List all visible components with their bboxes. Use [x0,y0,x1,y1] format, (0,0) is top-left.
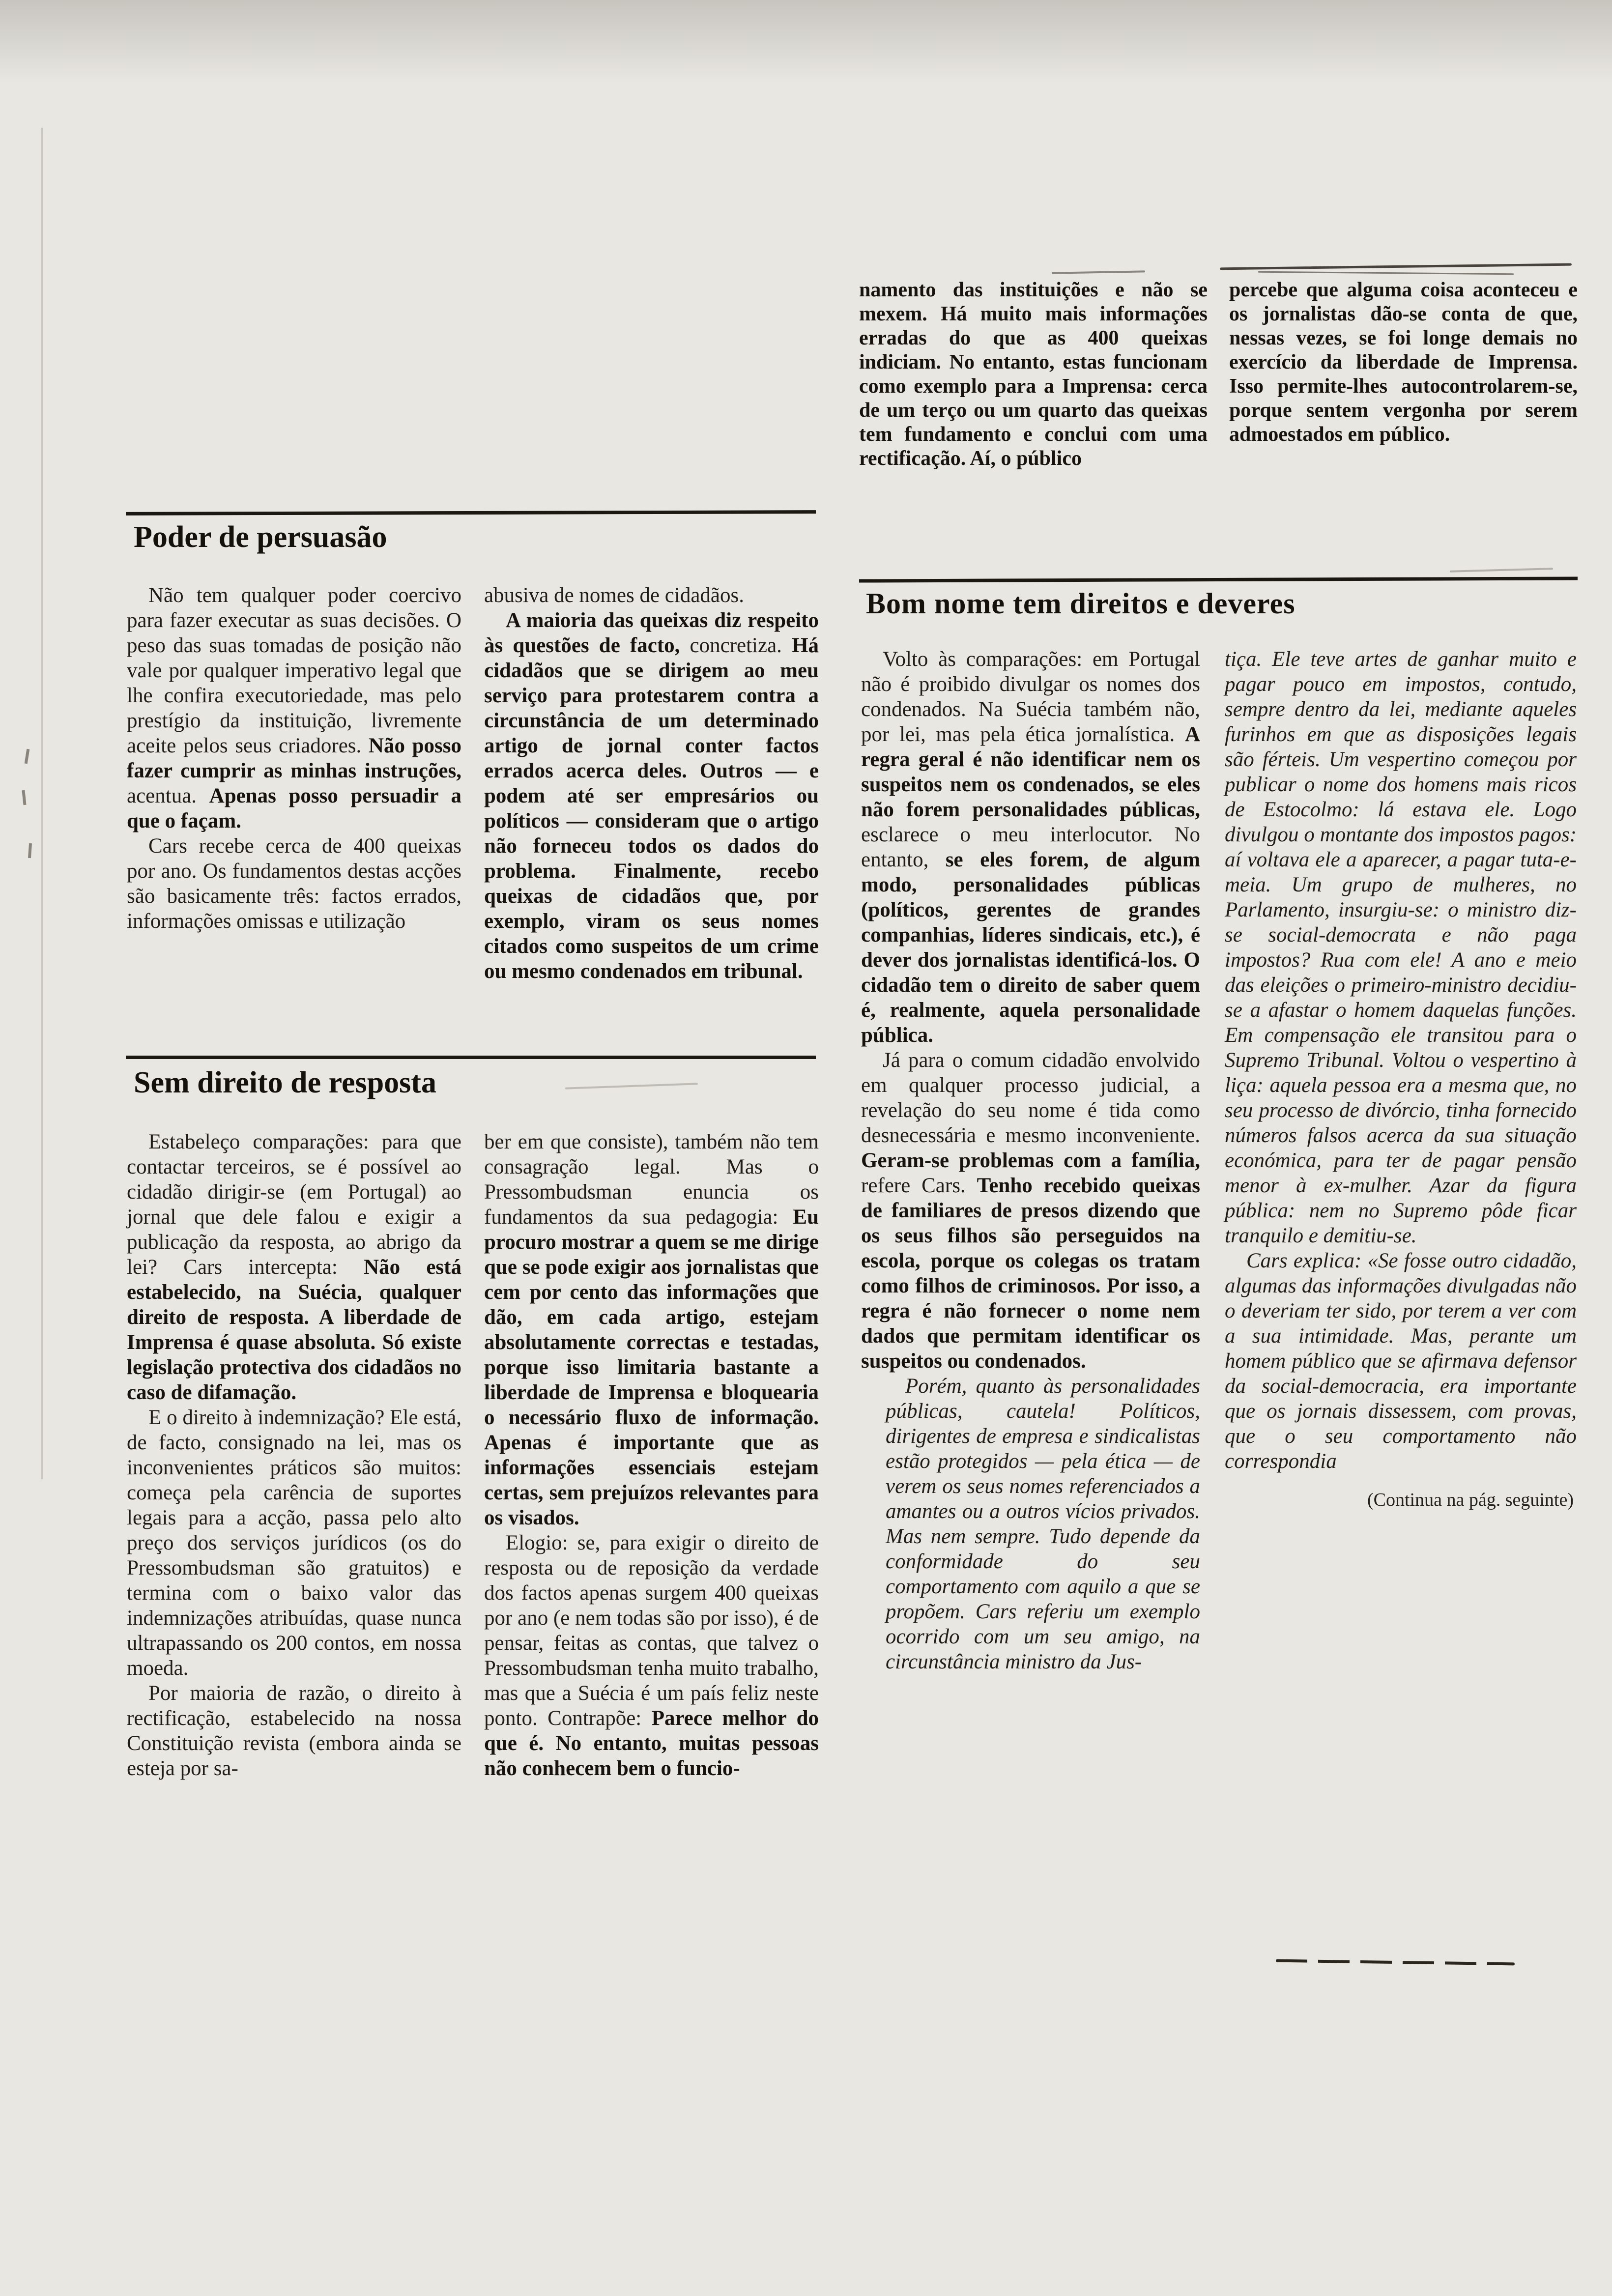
scan-artifact [1052,270,1145,274]
paragraph [1229,278,1578,447]
scan-artifact [1450,568,1553,572]
article-bom-nome [861,647,1577,1674]
text-column [859,278,1208,471]
text-run: Cars recebe cerca de 400 queixas por ano. Os fundamentos destas acções são basicamente três: factos errados, informações omissas e utilização [127,834,461,933]
text-column [484,583,819,984]
paragraph [861,1048,1200,1374]
text-run: Apenas posso persuadir a que o façam. [127,784,461,832]
text-run: namento das instituições e não se mexem. Há muito mais informações erradas do que as 400 queixas indiciam. No entanto, estas funcionam como exemplo para a Imprensa: cerca de um terço ou um quarto das queixas tem fundamento e conclui com uma rectificação. Aí, o público [859,279,1208,470]
text-run: concretiza. [690,634,792,657]
paragraph [1225,1248,1577,1474]
text-run: tiça. Ele teve artes de ganhar muito e pagar pouco em impostos, contudo, sempre dentro da lei, mediante aqueles furinhos em que as disposições legais são férteis. Um vespertino começou por publicar o nome dos homens mais ricos de Estocolmo: lá estava ele. Logo divulgou o montante dos impostos pagos: aí voltava ele a aparecer, a pagar tuta-e-meia. Um grupo de mulheres, no Parlamento, insurgiu-se: o ministro diz-se social-democrata e não paga impostos? Rua com ele! A ano e meio das eleições o primeiro-ministro decidiu-se a afastar o homem daquelas funções. Em compensação ele transitou para o Supremo Tribunal. Voltou o vespertino à liça: aquela pessoa era a mesma que, no seu processo de divórcio, tinha fornecido números falsos acerca da sua situação económica, para ter de pagar pensão menor à ex-mulher. Azar da figura pública: nem no Supremo pôde ficar tranquilo e demitiu-se. [1225,648,1577,1247]
text-run: Elogio: se, para exigir o direito de resposta ou de reposição da verdade dos factos apenas surgem 400 queixas por ano (e nem todas são por isso), é de pensar, feitas as contas, que talvez o Pressombudsman tenha muito trabalho, mas que a Suécia é um país feliz neste ponto. Contrapõe: [484,1531,819,1730]
text-run: Não posso fazer cumprir as minhas instruções, [127,734,461,782]
text-column [127,583,461,984]
text-column [1225,647,1577,1674]
text-run: A maioria das queixas diz respeito às questões de facto, [484,609,819,657]
scan-artifact [1276,1959,1515,1966]
section-rule [859,576,1578,582]
text-run: Tenho recebido queixas de familiares de presos dizendo que os seus filhos são perseguidos na escola, porque os colegas os tratam como filhos de criminosos. Por isso, a regra é não fornecer o nome nem dados que permitam identificar os suspeitos ou condenados. [861,1174,1200,1373]
text-run: Cars explica: «Se fosse outro cidadão, algumas das informações divulgadas não o deveriam ter sido, por terem a ver com a sua intimidade. Mas, perante um homem público que se afirmava defensor da social-democracia, era importante que os jornais dissessem, com provas, que o seu comportamento não correspondia [1225,1249,1577,1473]
text-run: Não tem qualquer poder coercivo para fazer executar as suas decisões. O peso das suas tomadas de posição não vale por qualquer imperativo legal que lhe confira executoriedade, mas pelo prestígio da instituição, livremente aceite pelos seus criadores. [127,584,461,757]
scan-artifact [22,790,26,805]
paragraph [484,608,819,984]
text-run: Não está estabelecido, na Suécia, qualquer direito de resposta. A liberdade de Imprensa é quase absoluta. Só existe legislação protectiva dos cidadãos no caso de difamação. [127,1256,461,1404]
scan-artifact [565,1083,698,1089]
article-continuation-top [859,278,1578,471]
text-column [484,1129,819,1781]
paragraph [127,833,461,934]
text-run: Estabeleço comparações: para que contactar terceiros, se é possível ao cidadão dirigir-se (em Portugal) ao jornal que dele falou e exigir a publicação da resposta, ao abrigo da lei? Cars intercepta: [127,1130,461,1279]
quoted-text-block [1225,647,1577,1474]
scan-artifact [28,843,32,858]
text-run: Há cidadãos que se dirigem ao meu serviço para protestarem contra a circunstância de um determinado artigo de jornal conter factos errados acerca deles. Outros — e podem até ser empresários ou políticos — consideram que o artigo não forneceu todos os dados do problema. Finalmente, recebo queixas de cidadãos que, por exemplo, viram os seus nomes citados como suspeitos de um crime ou mesmo condenados em tribunal. [484,634,819,983]
paragraph [127,1405,461,1681]
text-run: percebe que alguma coisa aconteceu e os jornalistas dão-se conta de que, nessas vezes, se foi longe demais no exercício da liberdade de Imprensa. Isso permite-lhes autocontrolarem-se, porque sentem vergonha por serem admoestados em público. [1229,279,1578,446]
headline-bom-nome-tem-direitos-e-deveres: Bom nome tem direitos e deveres [866,587,1295,620]
text-run: Eu procuro mostrar a quem se me dirige que se pode exigir aos jornalistas que cem por cento das informações que dão, em cada artigo, estejam absolutamente correctas e testadas, porque isso limitaria bastante a liberdade de Imprensa e bloquearia o necessário fluxo de informação. Apenas é importante que as informações essenciais estejam certas, sem prejuízos relevantes para os visados. [484,1205,819,1529]
text-run: acentua. [127,784,209,807]
scan-artifact [1258,271,1514,275]
section-rule [126,1056,816,1059]
paragraph [484,583,819,608]
scan-artifact [1220,263,1572,270]
text-run: A regra geral é não identificar nem os suspeitos nem os condenados, se eles não forem personalidades públicas, [861,723,1200,821]
text-run: Geram-se problemas com a família, [861,1149,1200,1172]
text-run: Porém, quanto às personalidades públicas, cautela! Políticos, dirigentes de empresa e sindicalistas estão protegidos — pela ética — de verem os seus nomes referenciados a amantes ou a outros vícios privados. Mas nem sempre. Tudo depende da conformidade do seu comportamento com aquilo a que se propõem. Cars referiu um exemplo ocorrido com um seu amigo, na circunstância ministro da Jus- [886,1375,1200,1673]
text-run: abusiva de nomes de cidadãos. [484,584,744,607]
text-run: se eles forem, de algum modo, personalidades públicas (políticos, gerentes de grandes companhias, líderes sindicais, etc.), é dever dos jornalistas identificá-los. O cidadão tem o direito de saber quem é, realmente, aquela personalidade pública. [861,848,1200,1047]
text-run: esclarece o meu interlocutor. No entanto, [861,823,1200,871]
text-column [1229,278,1578,471]
text-column [127,1129,461,1781]
paragraph [127,583,461,833]
text-run: Parece melhor do que é. No entanto, muitas pessoas não conhecem bem o funcio- [484,1707,819,1780]
text-run: Volto às comparações: em Portugal não é proibido divulgar os nomes dos condenados. Na Suécia também não, por lei, mas pela ética jornalística. [861,648,1200,746]
paragraph [484,1530,819,1781]
headline-sem-direito-de-resposta: Sem direito de resposta [134,1066,436,1099]
paragraph [127,1681,461,1781]
paragraph [859,278,1208,471]
text-column [861,647,1200,1674]
article-sem-direito-de-resposta [127,1129,819,1781]
paragraph [484,1129,819,1530]
scan-artifact [25,749,30,764]
continuation-note: (Continua na pág. seguinte) [1367,1490,1574,1510]
paragraph [861,647,1200,1048]
text-run: refere Cars. [861,1174,977,1197]
paragraph [861,1374,1200,1674]
article-poder-de-persuasao [127,583,819,984]
text-run: Já para o comum cidadão envolvido em qualquer processo judicial, a revelação do seu nome é tida como desnecessária e mesmo inconveniente. [861,1049,1200,1147]
text-run: ber em que consiste), também não tem consagração legal. Mas o Pressombudsman enuncia os fundamentos da sua pedagogia: [484,1130,819,1229]
headline-poder-de-persuasao: Poder de persuasão [134,520,387,554]
text-run: E o direito à indemnização? Ele está, de facto, consignado na lei, mas os inconvenientes práticos são muitos: começa pela carência de suportes legais para a acção, passa pelo alto preço dos serviços jurídicos (os do Pressombudsman são gratuitos) e termina com o baixo valor das indemnizações atribuídas, quase nunca ultrapassando os 200 contos, em nossa moeda. [127,1406,461,1680]
text-run: Por maioria de razão, o direito à rectificação, estabelecido na nossa Constituição revista (embora ainda se esteja por sa- [127,1682,461,1780]
section-rule [126,510,816,516]
paragraph [127,1129,461,1405]
fold-line [41,128,43,1479]
paragraph [1225,647,1577,1248]
scan-shadow [0,0,1612,84]
